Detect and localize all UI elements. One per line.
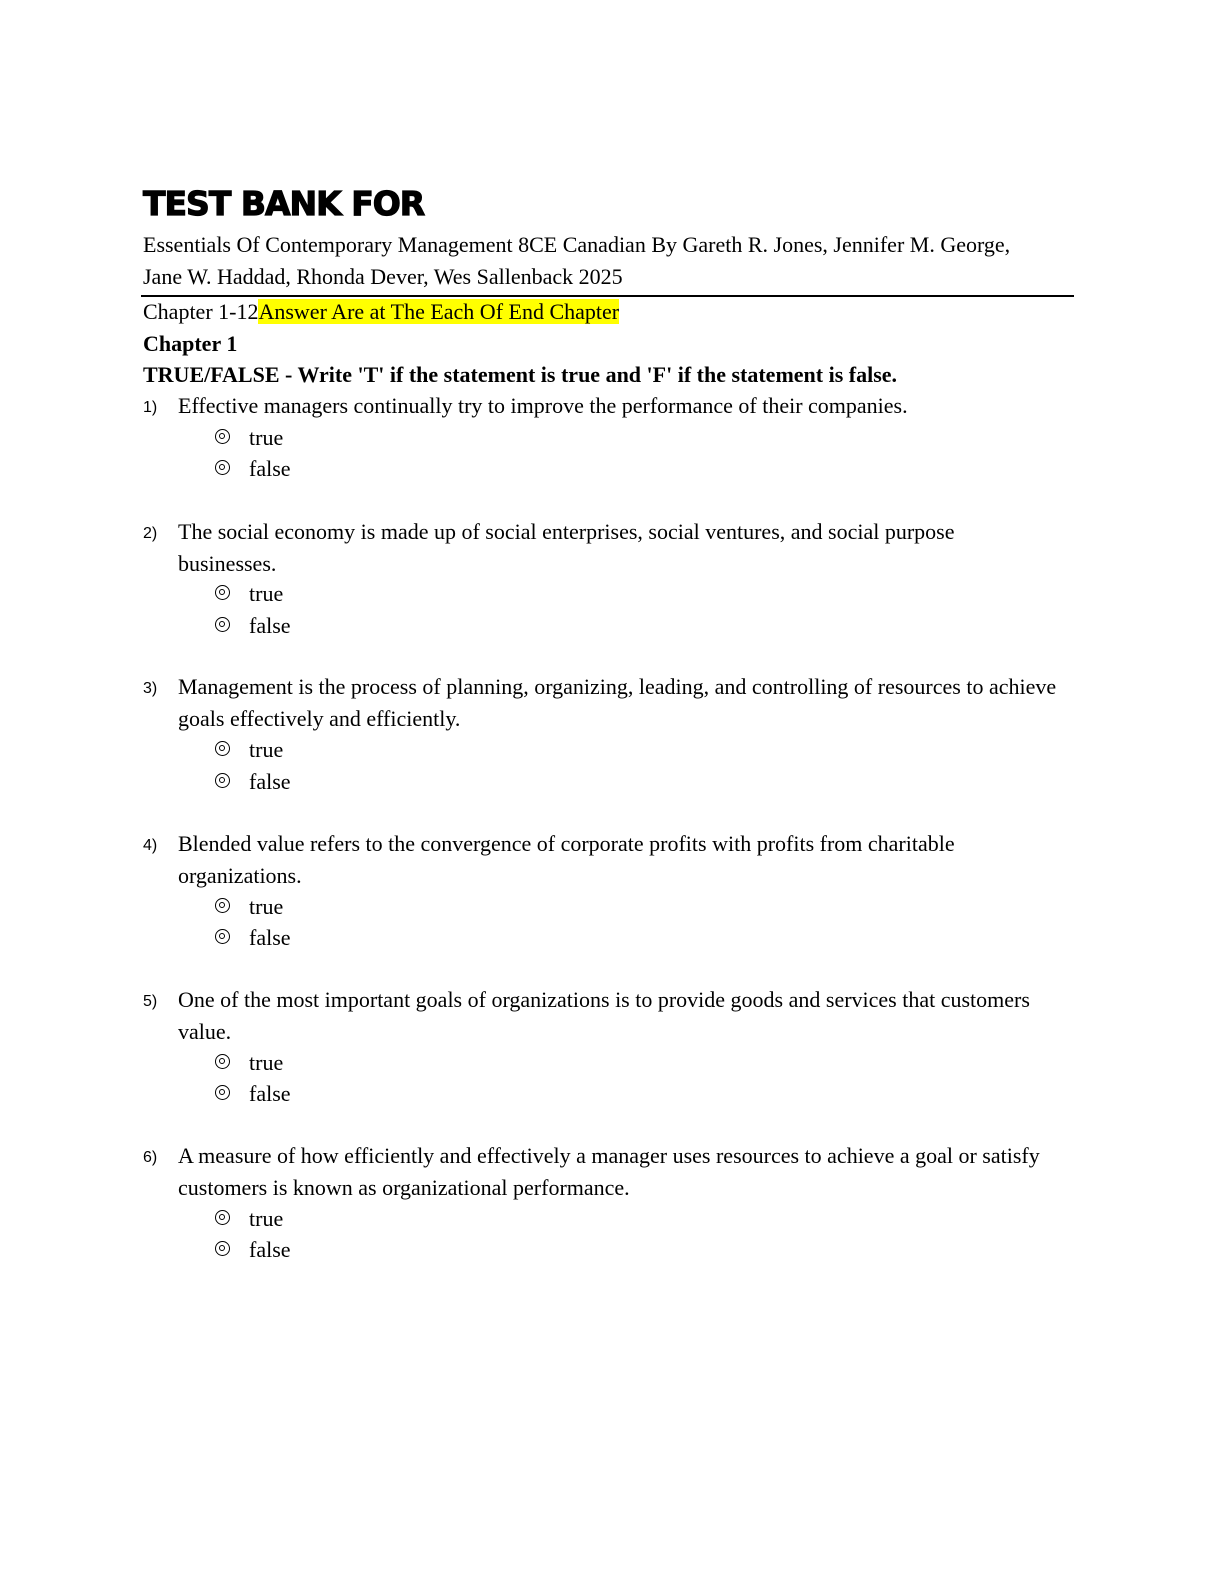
radio-button-icon[interactable] xyxy=(215,617,230,632)
question-text: The social economy is made up of social enterprises, social ventures, and social purpose businesses. xyxy=(178,519,955,576)
radio-button-icon[interactable] xyxy=(215,1210,230,1225)
question-number: 5) xyxy=(143,993,158,1010)
option-label: false xyxy=(249,613,291,638)
question-text: Blended value refers to the convergence of corporate profits with profits from charitable organizations. xyxy=(178,831,955,888)
chapter-range-line xyxy=(143,296,619,327)
option-label: true xyxy=(249,1206,284,1231)
option-label: true xyxy=(249,1050,284,1075)
radio-button-icon[interactable] xyxy=(215,1054,230,1069)
question-number: 1) xyxy=(143,399,158,416)
option-label: false xyxy=(249,925,291,950)
section-instructions: TRUE/FALSE - Write 'T' if the statement is true and 'F' if the statement is false. xyxy=(143,362,898,387)
option-label: true xyxy=(249,581,284,606)
option-label: false xyxy=(249,769,291,794)
radio-button-icon[interactable] xyxy=(215,1241,230,1256)
question-text: One of the most important goals of organizations is to provide goods and services that customers value. xyxy=(178,987,1030,1044)
question-text: Management is the process of planning, organizing, leading, and controlling of resources to achieve goals effectively and efficiently. xyxy=(178,674,1057,731)
radio-button-icon[interactable] xyxy=(215,1085,230,1100)
radio-button-icon[interactable] xyxy=(215,773,230,788)
option-label: true xyxy=(249,425,284,450)
book-citation: Essentials Of Contemporary Management 8CE Canadian By Gareth R. Jones, Jennifer M. George, Jane W. Haddad, Rhonda Dever, Wes Sallenback 2025 xyxy=(143,232,1011,289)
radio-button-icon[interactable] xyxy=(215,429,230,444)
option-label: true xyxy=(249,737,284,762)
option-label: true xyxy=(249,894,284,919)
option-label: false xyxy=(249,1237,291,1262)
radio-button-icon[interactable] xyxy=(215,929,230,944)
radio-button-icon[interactable] xyxy=(215,585,230,600)
question-number: 3) xyxy=(143,680,158,697)
question-text: A measure of how efficiently and effectively a manager uses resources to achieve a goal or satisfy customers is known as organizational performance. xyxy=(178,1143,1040,1200)
question-number: 6) xyxy=(143,1149,158,1166)
question-text: Effective managers continually try to improve the performance of their companies. xyxy=(178,393,908,418)
option-label: false xyxy=(249,1081,291,1106)
chapter-range-text: Chapter 1-12 xyxy=(143,299,259,324)
radio-button-icon[interactable] xyxy=(215,741,230,756)
chapter-heading: Chapter 1 xyxy=(143,331,238,356)
radio-button-icon[interactable] xyxy=(215,460,230,475)
question-number: 4) xyxy=(143,837,158,854)
option-label: false xyxy=(249,456,291,481)
radio-button-icon[interactable] xyxy=(215,898,230,913)
question-number: 2) xyxy=(143,525,158,542)
document-title: TEST BANK FOR xyxy=(143,184,425,223)
highlighted-answer-note: Answer Are at The Each Of End Chapter xyxy=(258,299,620,324)
